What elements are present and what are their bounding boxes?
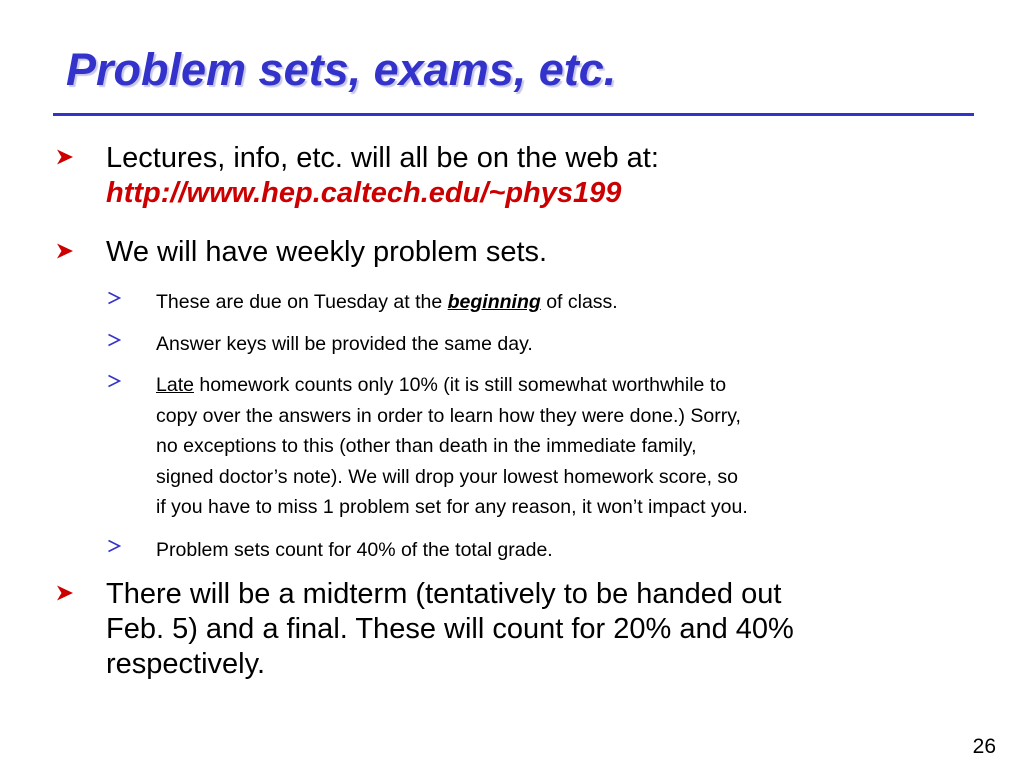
sub-bullet-text: [156, 329, 533, 360]
sub-bullet-line: [156, 370, 748, 401]
sub-bullet-text: [156, 535, 553, 566]
course-web-link[interactable]: http://www.hep.caltech.edu/~phys199: [106, 177, 622, 209]
bullet-text: [106, 577, 794, 682]
right-arrowhead-icon: [56, 242, 74, 260]
sub-bullet-line: signed doctor’s note). We will drop your lowest homework score, so: [156, 465, 739, 488]
sub-bullet-text: [156, 287, 618, 318]
bullet-line: Lectures, info, etc. will all be on the web at:: [106, 142, 659, 174]
bullet-line: We will have weekly problem sets.: [106, 236, 548, 268]
sub-bullet-line: Answer keys will be provided the same day.: [156, 333, 533, 355]
sub-bullet-line: no exceptions to this (other than death in the immediate family,: [156, 435, 697, 457]
sub-bullet-text-start: These are due on Tuesday at the: [156, 291, 448, 313]
emphasized-word: beginning: [447, 291, 541, 313]
bullet-text: [106, 235, 547, 270]
sub-bullet-text-end: of class.: [540, 291, 618, 313]
right-arrowhead-icon: [107, 291, 121, 305]
bullet-line: There will be a midterm (tentatively to be handed out: [106, 578, 782, 610]
right-arrowhead-icon: [56, 148, 74, 166]
right-arrowhead-icon: [107, 333, 121, 347]
sub-bullet-line: if you have to miss 1 problem set for any reason, it won’t impact you.: [156, 496, 748, 518]
bullet-text: [106, 141, 659, 211]
right-arrowhead-icon: [107, 539, 121, 553]
bullet-line: respectively.: [106, 648, 266, 680]
underlined-word: Late: [156, 374, 194, 396]
title-underline-rule: [53, 113, 974, 116]
sub-bullet-line-text: homework counts only 10% (it is still somewhat worthwhile to: [193, 374, 727, 396]
sub-bullet-line: Problem sets count for 40% of the total grade.: [156, 539, 553, 561]
slide-title: Problem sets, exams, etc.: [66, 44, 617, 95]
slide-number: 26: [972, 735, 996, 758]
bullet-line: Feb. 5) and a final. These will count for 20% and 40%: [106, 613, 794, 645]
sub-bullet-line: copy over the answers in order to learn how they were done.) Sorry,: [156, 404, 741, 427]
right-arrowhead-icon: [56, 584, 74, 602]
sub-bullet-text: [156, 370, 748, 523]
right-arrowhead-icon: [107, 374, 121, 388]
